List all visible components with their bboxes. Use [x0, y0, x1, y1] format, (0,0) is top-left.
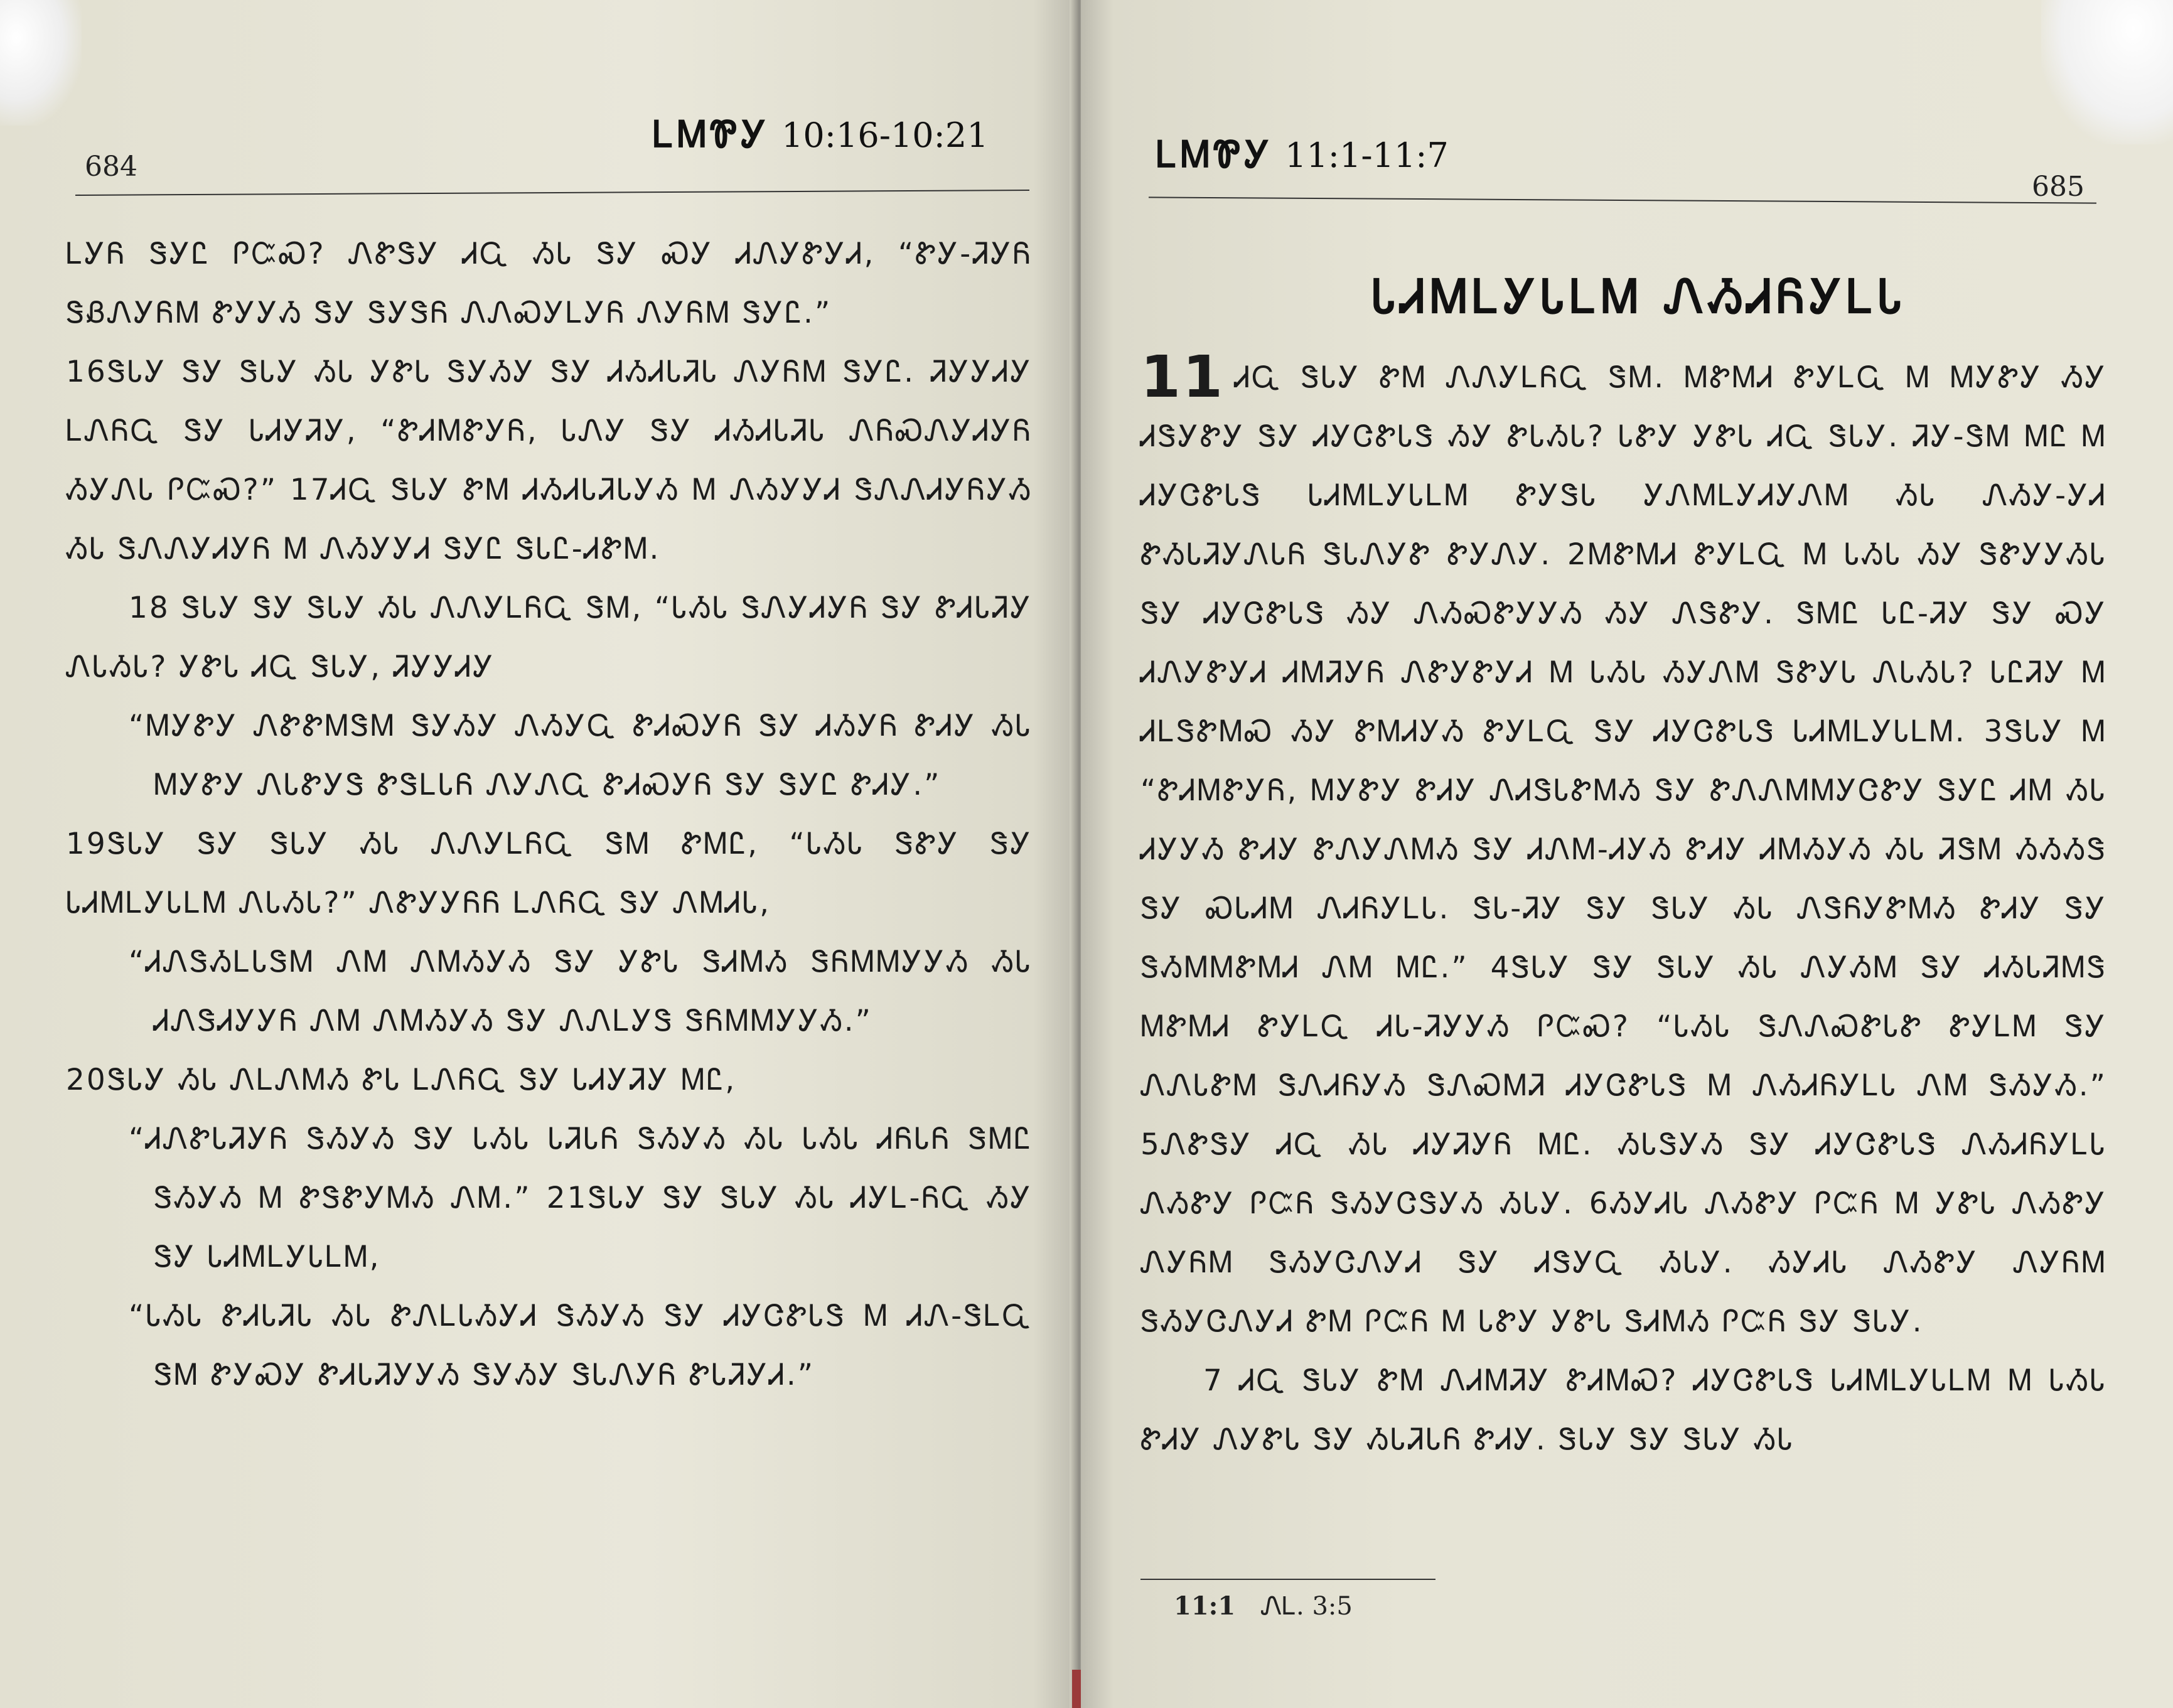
running-head-book: ᏞᎷᏈᎩ	[1156, 133, 1274, 176]
footnote-rule	[1140, 1579, 1435, 1580]
left-page	[0, 0, 1076, 1708]
running-head	[653, 113, 989, 156]
body-text	[1140, 343, 2107, 1469]
page-number: 684	[85, 151, 137, 183]
paragraph-text: ᏗᏩ ᏕᏓᎩ ᏑᎷ ᏁᏁᎩᏞᏲᏩ ᏕᎷ. ᎷᏑᎷᏗ ᏑᎩᏞᏩ Ꮇ ᎷᎩᏑᎩ ᏱᎩ ᏗᏕᎩᏑᎩ ᏕᎩ ᏗᎩᏣᏑᏓᏕ ᏱᎩ ᏑᏓᏱᏓ? ᏓᏑᎩ ᎩᏑᏓ ᏗᏩ ᏕᏓᎩ. ᏘᎩ-ᏕᎷ ᎷᏝ Ꮇ ᏗᎩᏣᏑᏓᏕ ᏓᏗᎷᏞᎩᏓᏞᎷ ᏑᎩᏕᏓ ᎩᏁᎷᏞᎩᏗᎩᏁᎷ ᏱᏓ ᏁᏱᎩ-ᎩᏗ ᏑᏱᏓᏘᎩᏁᏓᏲ ᏕᏓᏁᎩᏑ ᏑᎩᏁᎩ. 2ᎷᏑᎷᏗ ᏑᎩᏞᏩ Ꮇ ᏓᏱᏓ ᏱᎩ ᏕᏑᎩᎩᏱᏓ ᏕᎩ ᏗᎩᏣᏑᏓᏕ ᏱᎩ ᏁᏱᏍᏑᎩᎩᏱ ᏱᎩ ᏁᏕᏑᎩ. ᏕᎷᏝ ᏓᏝ-ᏘᎩ ᏕᎩ ᏍᎩ ᏗᏁᎩᏑᎩᏗ ᏗᎷᏘᎩᏲ ᏁᏑᎩᏑᎩᏗ Ꮇ ᏓᏱᏓ ᏱᎩᏁᎷ ᏕᏑᎩᏓ ᏁᏓᏱᏓ? ᏓᏝᏘᎩ Ꮇ ᏗᏞᏕᏑᎷᏍ ᏱᎩ ᏑᎷᏗᎩᏱ ᏑᎩᏞᏩ ᏕᎩ ᏗᎩᏣᏑᏓᏕ ᏓᏗᎷᏞᎩᏓᏞᎷ. 3ᏕᏓᎩ Ꮇ “ᏑᏗᎷᏑᎩᏲ, ᎷᎩᏑᎩ ᏑᏗᎩ ᏁᏗᏕᏓᏑᎷᏱ ᏕᎩ ᏑᏁᏁᎷᎷᎩᏣᏑᎩ ᏕᎩᏝ ᏗᎷ ᏱᏓ ᏗᎩᎩᏱ ᏑᏗᎩ ᏑᏁᎩᏁᎷᏱ ᏕᎩ ᏗᏁᎷ-ᏗᎩᏱ ᏑᏗᎩ ᏗᎷᏱᎩᏱ ᏱᏓ ᏘᏕᎷ ᏱᏱᏱᏕ ᏕᎩ ᏍᏓᏗᎷ ᏁᏗᏲᎩᏞᏓ. ᏕᏓ-ᏘᎩ ᏕᎩ ᏕᏓᎩ ᏱᏓ ᏁᏕᏲᎩᏑᎷᏱ ᏑᏗᎩ ᏕᎩ ᏕᏱᎷᎷᏑᎷᏗ ᏁᎷ ᎷᏝ.” 4ᏕᏓᎩ ᏕᎩ ᏕᏓᎩ ᏱᏓ ᏁᎩᏱᎷ ᏕᎩ ᏗᏱᏓᏘᎷᏕ ᎷᏑᎷᏗ ᏑᎩᏞᏩ ᏗᏓ-ᏘᎩᎩᏱ ᎵᏨᏍ? “ᏓᏱᏓ ᏕᏁᏁᏍᏑᏓᏑ ᏑᎩᏞᎷ ᏕᎩ ᏁᏁᏓᏑᎷ ᏕᏁᏗᏲᎩᏱ ᏕᏁᏍᎷᏘ ᏗᎩᏣᏑᏓᏕ Ꮇ ᏁᏱᏗᏲᎩᏞᏓ ᏁᎷ ᏕᏱᎩᏱ.” 5ᏁᏑᏕᎩ ᏗᏩ ᏱᏓ ᏗᎩᏘᎩᏲ ᎷᏝ. ᏱᏓᏕᎩᏱ ᏕᎩ ᏗᎩᏣᏑᏓᏕ ᏁᏱᏗᏲᎩᏞᏓ ᏁᏱᏑᎩ ᎵᏨᏲ ᏕᏱᎩᏣᏕᎩᏱ ᏱᏓᎩ. 6ᏱᎩᏗᏓ ᏁᏱᏑᎩ ᎵᏨᏲ Ꮇ ᎩᏑᏓ ᏁᏱᏑᎩ ᏁᎩᏲᎷ ᏕᏱᎩᏣᏁᎩᏗ ᏕᎩ ᏗᏕᎩᏩ ᏱᏓᎩ. ᏱᎩᏗᏓ ᏁᏱᏑᎩ ᏁᎩᏲᎷ ᏕᏱᎩᏣᏁᎩᏗ ᏑᎷ ᎵᏨᏲ Ꮇ ᏓᏑᎩ ᎩᏑᏓ ᏕᏗᎷᏱ ᎵᏨᏲ ᏕᎩ ᏕᏓᎩ.	[1140, 360, 2107, 1339]
paragraph: 19ᏕᏓᎩ ᏕᎩ ᏕᏓᎩ ᏱᏓ ᏁᏁᎩᏞᏲᏩ ᏕᎷ ᏑᎷᏝ, “ᏓᏱᏓ ᏕᏑᎩ ᏕᎩ ᏓᏗᎷᏞᎩᏓᏞᎷ ᏁᏓᏱᏓ?” ᏁᏑᎩᎩᏲᏲ ᏞᏁᏲᏩ ᏕᎩ ᏁᎷᏗᏓ,	[66, 827, 1033, 920]
header-rule	[75, 190, 1029, 196]
header-rule	[1149, 196, 2096, 203]
paragraph: ᏞᎩᏲ ᏕᎩᏝ ᎵᏨᏍ? ᏁᏑᏕᎩ ᏗᏩ ᏱᏓ ᏕᎩ ᏍᎩ ᏗᏁᎩᏑᎩᏗ, “ᏑᎩ-ᏘᎩᏲ ᏕᏰᏁᎩᏲᎷ ᏑᎩᎩᏱ ᏕᎩ ᏕᎩᏕᏲ ᏁᏁᏍᎩᏞᎩᏲ ᏁᎩᏲᎷ ᏕᎩᏝ.”	[66, 237, 1033, 330]
paragraph: 16ᏕᏓᎩ ᏕᎩ ᏕᏓᎩ ᏱᏓ ᎩᏑᏓ ᏕᎩᏱᎩ ᏕᎩ ᏗᏱᏗᏓᏘᏓ ᏁᎩᏲᎷ ᏕᎩᏝ. ᏘᎩᎩᏗᎩ ᏞᏁᏲᏩ ᏕᎩ ᏓᏗᎩᏘᎩ, “ᏑᏗᎷᏑᎩᏲ, ᏓᏁᎩ ᏕᎩ ᏗᏱᏗᏓᏘᏓ ᏁᏲᏍᏁᎩᏗᎩᏲ ᏱᎩᏁᏓ ᎵᏨᏍ?” 17ᏗᏩ ᏕᏓᎩ ᏑᎷ ᏗᏱᏗᏓᏘᏓᎩᏱ Ꮇ ᏁᏱᎩᎩᏗ ᏕᏁᏁᏗᎩᏲᎩᏱ ᏱᏓ ᏕᏁᏁᎩᏗᎩᏲ Ꮇ ᏁᏱᎩᎩᏗ ᏕᎩᏝ ᏕᏓᏝ-ᏗᏑᎷ.	[66, 355, 1033, 566]
page-number: 685	[2032, 171, 2084, 203]
poetry-block: “ᏓᏱᏓ ᏑᏗᏓᏘᏓ ᏱᏓ ᏑᏁᏞᏓᏱᎩᏗ ᏕᏱᎩᏱ ᏕᎩ ᏗᎩᏣᏑᏓᏕ Ꮇ ᏗᏁ-ᏕᏞᏩ ᏕᎷ ᏑᎩᏍᎩ ᏑᏗᏓᏘᎩᎩᏱ ᏕᎩᏱᎩ ᏕᏓᏁᎩᏲ ᏑᏓᏘᎩᏗ.”	[129, 1299, 1033, 1392]
page-corner-shadow	[2041, 0, 2173, 144]
paragraph: 18 ᏕᏓᎩ ᏕᎩ ᏕᏓᎩ ᏱᏓ ᏁᏁᎩᏞᏲᏩ ᏕᎷ, “ᏓᏱᏓ ᏕᏁᎩᏗᎩᏲ ᏕᎩ ᏑᏗᏓᏘᎩ ᏁᏓᏱᏓ? ᎩᏑᏓ ᏗᏩ ᏕᏓᎩ, ᏘᎩᎩᏗᎩ	[66, 591, 1033, 684]
paragraph	[1140, 343, 2107, 1351]
footnote-text: ᏁᏞ. 3:5	[1260, 1592, 1353, 1621]
running-head-book: ᏞᎷᏈᎩ	[653, 113, 770, 156]
poetry-block: “ᎷᎩᏑᎩ ᏁᏑᏑᎷᏕᎷ ᏕᎩᏱᎩ ᏁᏱᎩᏩ ᏑᏗᏍᎩᏲ ᏕᎩ ᏗᏱᎩᏲ ᏑᏗᎩ ᏱᏓ ᎷᎩᏑᎩ ᏁᏓᏑᎩᏕ ᏑᏕᏞᏓᏲ ᏁᎩᏁᏩ ᏑᏗᏍᎩᏲ ᏕᎩ ᏕᎩᏝ ᏑᏗᎩ.”	[129, 709, 1033, 802]
running-head-reference: 11:1-11:7	[1285, 136, 1449, 175]
paragraph: 7 ᏗᏩ ᏕᏓᎩ ᏑᎷ ᏁᏗᎷᏘᎩ ᏑᏗᎷᏍ? ᏗᎩᏣᏑᏓᏕ ᏓᏗᎷᏞᎩᏓᏞᎷ Ꮇ ᏓᏱᏓ ᏑᏗᎩ ᏁᎩᏑᏓ ᏕᎩ ᏱᏓᏘᏓᏲ ᏑᏗᎩ. ᏕᏓᎩ ᏕᎩ ᏕᏓᎩ ᏱᏓ	[1140, 1363, 2107, 1457]
right-page	[1081, 0, 2173, 1708]
footnote-reference: 11:1	[1174, 1591, 1236, 1621]
section-title: ᏓᏗᎷᏞᎩᏓᏞᎷ ᏁᏱᏗᏲᎩᏞᏓ	[1371, 270, 1907, 324]
body-text	[66, 225, 1033, 1405]
running-head	[1156, 133, 1449, 176]
chapter-number: 11	[1140, 343, 1225, 411]
paragraph: 20ᏕᏓᎩ ᏱᏓ ᏁᏞᏁᎷᏱ ᏑᏓ ᏞᏁᏲᏩ ᏕᎩ ᏓᏗᎩᏘᎩ ᎷᏝ,	[66, 1063, 737, 1097]
poetry-block: “ᏗᏁᏕᏱᏞᏓᏕᎷ ᏁᎷ ᏁᎷᏱᎩᏱ ᏕᎩ ᎩᏑᏓ ᏕᏗᎷᏱ ᏕᏲᎷᎷᎩᎩᏱ ᏱᏓ ᏗᏁᏕᏗᎩᎩᏲ ᏁᎷ ᏁᎷᏱᎩᏱ ᏕᎩ ᏁᏁᏞᎩᏕ ᏕᏲᎷᎷᎩᎩᏱ.”	[129, 945, 1033, 1038]
poetry-block: “ᏗᏁᏑᏓᏘᎩᏲ ᏕᏱᎩᏱ ᏕᎩ ᏓᏱᏓ ᏓᏘᏓᏲ ᏕᏱᎩᏱ ᏱᏓ ᏓᏱᏓ ᏗᏲᏓᏲ ᏕᎷᏝ ᏕᏱᎩᏱ Ꮇ ᏑᏕᏑᎩᎷᏱ ᏁᎷ.” 21ᏕᏓᎩ ᏕᎩ ᏕᏓᎩ ᏱᏓ ᏗᎩᏞ-ᏲᏩ ᏱᎩ ᏕᎩ ᏓᏗᎷᏞᎩᏓᏞᎷ,	[129, 1122, 1033, 1274]
page-corner-shadow	[0, 0, 82, 126]
footnote	[1174, 1591, 1353, 1621]
running-head-reference: 10:16-10:21	[781, 115, 989, 155]
